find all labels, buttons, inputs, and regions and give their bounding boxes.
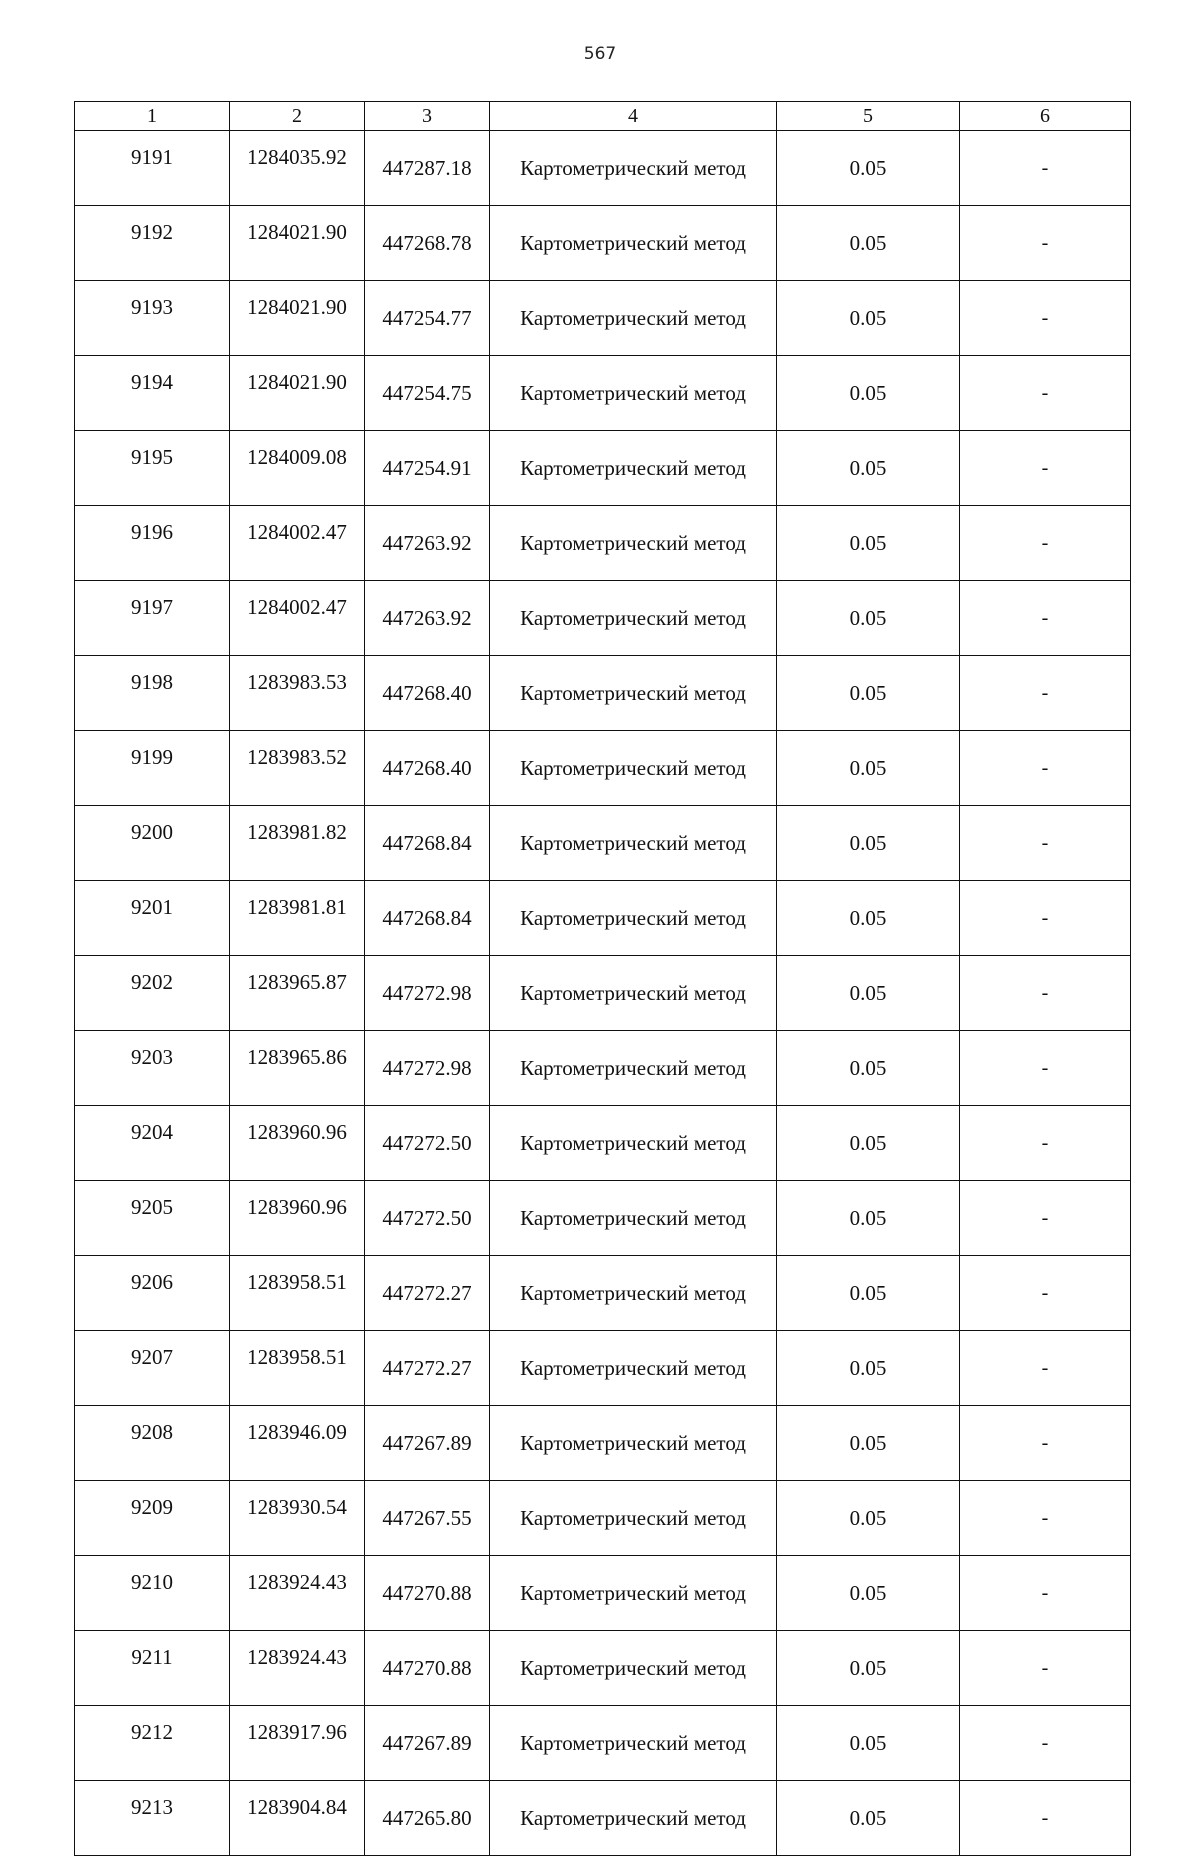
note-cell: - bbox=[960, 881, 1131, 956]
method-cell: Картометрический метод bbox=[490, 281, 777, 356]
y-coordinate-cell: 447268.78 bbox=[365, 206, 490, 281]
point-number-cell: 9212 bbox=[75, 1706, 230, 1781]
point-number-cell: 9208 bbox=[75, 1406, 230, 1481]
table-row bbox=[75, 131, 1131, 206]
y-coordinate-cell: 447272.27 bbox=[365, 1256, 490, 1331]
method-cell: Картометрический метод bbox=[490, 581, 777, 656]
method-cell: Картометрический метод bbox=[490, 881, 777, 956]
table-row bbox=[75, 731, 1131, 806]
method-cell: Картометрический метод bbox=[490, 506, 777, 581]
y-coordinate-cell: 447265.80 bbox=[365, 1781, 490, 1856]
method-cell: Картометрический метод bbox=[490, 1631, 777, 1706]
accuracy-cell: 0.05 bbox=[777, 1631, 960, 1706]
note-cell: - bbox=[960, 356, 1131, 431]
note-cell: - bbox=[960, 656, 1131, 731]
method-cell: Картометрический метод bbox=[490, 656, 777, 731]
note-cell: - bbox=[960, 281, 1131, 356]
accuracy-cell: 0.05 bbox=[777, 1781, 960, 1856]
x-coordinate-cell: 1284002.47 bbox=[230, 581, 365, 656]
accuracy-cell: 0.05 bbox=[777, 581, 960, 656]
table-row bbox=[75, 1256, 1131, 1331]
coordinates-table bbox=[74, 101, 1131, 1856]
method-cell: Картометрический метод bbox=[490, 1331, 777, 1406]
point-number-cell: 9196 bbox=[75, 506, 230, 581]
x-coordinate-cell: 1283924.43 bbox=[230, 1631, 365, 1706]
x-coordinate-cell: 1283965.87 bbox=[230, 956, 365, 1031]
y-coordinate-cell: 447254.91 bbox=[365, 431, 490, 506]
y-coordinate-cell: 447267.89 bbox=[365, 1706, 490, 1781]
accuracy-cell: 0.05 bbox=[777, 506, 960, 581]
point-number-cell: 9207 bbox=[75, 1331, 230, 1406]
header-row bbox=[75, 102, 1131, 131]
column-header-3: 3 bbox=[365, 102, 490, 131]
method-cell: Картометрический метод bbox=[490, 806, 777, 881]
point-number-cell: 9193 bbox=[75, 281, 230, 356]
x-coordinate-cell: 1283904.84 bbox=[230, 1781, 365, 1856]
point-number-cell: 9211 bbox=[75, 1631, 230, 1706]
table-row bbox=[75, 281, 1131, 356]
method-cell: Картометрический метод bbox=[490, 206, 777, 281]
point-number-cell: 9200 bbox=[75, 806, 230, 881]
x-coordinate-cell: 1283946.09 bbox=[230, 1406, 365, 1481]
x-coordinate-cell: 1283965.86 bbox=[230, 1031, 365, 1106]
column-header-5: 5 bbox=[777, 102, 960, 131]
method-cell: Картометрический метод bbox=[490, 1481, 777, 1556]
y-coordinate-cell: 447272.50 bbox=[365, 1181, 490, 1256]
x-coordinate-cell: 1283981.82 bbox=[230, 806, 365, 881]
method-cell: Картометрический метод bbox=[490, 731, 777, 806]
accuracy-cell: 0.05 bbox=[777, 1181, 960, 1256]
note-cell: - bbox=[960, 1331, 1131, 1406]
table-row bbox=[75, 1031, 1131, 1106]
x-coordinate-cell: 1283958.51 bbox=[230, 1256, 365, 1331]
table-row bbox=[75, 1406, 1131, 1481]
table-row bbox=[75, 656, 1131, 731]
table-row bbox=[75, 1481, 1131, 1556]
column-header-6: 6 bbox=[960, 102, 1131, 131]
note-cell: - bbox=[960, 806, 1131, 881]
table-row bbox=[75, 806, 1131, 881]
table-row bbox=[75, 1781, 1131, 1856]
note-cell: - bbox=[960, 1256, 1131, 1331]
table-row bbox=[75, 881, 1131, 956]
accuracy-cell: 0.05 bbox=[777, 131, 960, 206]
y-coordinate-cell: 447268.84 bbox=[365, 881, 490, 956]
point-number-cell: 9210 bbox=[75, 1556, 230, 1631]
accuracy-cell: 0.05 bbox=[777, 356, 960, 431]
accuracy-cell: 0.05 bbox=[777, 656, 960, 731]
note-cell: - bbox=[960, 206, 1131, 281]
accuracy-cell: 0.05 bbox=[777, 806, 960, 881]
x-coordinate-cell: 1283930.54 bbox=[230, 1481, 365, 1556]
note-cell: - bbox=[960, 1031, 1131, 1106]
note-cell: - bbox=[960, 1181, 1131, 1256]
y-coordinate-cell: 447268.40 bbox=[365, 731, 490, 806]
point-number-cell: 9204 bbox=[75, 1106, 230, 1181]
method-cell: Картометрический метод bbox=[490, 1406, 777, 1481]
x-coordinate-cell: 1284035.92 bbox=[230, 131, 365, 206]
y-coordinate-cell: 447270.88 bbox=[365, 1556, 490, 1631]
method-cell: Картометрический метод bbox=[490, 131, 777, 206]
table-row bbox=[75, 206, 1131, 281]
point-number-cell: 9206 bbox=[75, 1256, 230, 1331]
accuracy-cell: 0.05 bbox=[777, 206, 960, 281]
point-number-cell: 9194 bbox=[75, 356, 230, 431]
table-row bbox=[75, 431, 1131, 506]
table-row bbox=[75, 356, 1131, 431]
point-number-cell: 9213 bbox=[75, 1781, 230, 1856]
accuracy-cell: 0.05 bbox=[777, 1106, 960, 1181]
x-coordinate-cell: 1284021.90 bbox=[230, 206, 365, 281]
accuracy-cell: 0.05 bbox=[777, 731, 960, 806]
table-body bbox=[75, 131, 1131, 1856]
x-coordinate-cell: 1283960.96 bbox=[230, 1106, 365, 1181]
method-cell: Картометрический метод bbox=[490, 1556, 777, 1631]
accuracy-cell: 0.05 bbox=[777, 1481, 960, 1556]
point-number-cell: 9199 bbox=[75, 731, 230, 806]
x-coordinate-cell: 1283924.43 bbox=[230, 1556, 365, 1631]
page-number: 567 bbox=[583, 44, 617, 64]
accuracy-cell: 0.05 bbox=[777, 1256, 960, 1331]
point-number-cell: 9192 bbox=[75, 206, 230, 281]
x-coordinate-cell: 1283958.51 bbox=[230, 1331, 365, 1406]
note-cell: - bbox=[960, 1406, 1131, 1481]
x-coordinate-cell: 1283960.96 bbox=[230, 1181, 365, 1256]
point-number-cell: 9202 bbox=[75, 956, 230, 1031]
column-header-1: 1 bbox=[75, 102, 230, 131]
point-number-cell: 9197 bbox=[75, 581, 230, 656]
y-coordinate-cell: 447272.50 bbox=[365, 1106, 490, 1181]
note-cell: - bbox=[960, 1481, 1131, 1556]
method-cell: Картометрический метод bbox=[490, 1031, 777, 1106]
note-cell: - bbox=[960, 1631, 1131, 1706]
y-coordinate-cell: 447287.18 bbox=[365, 131, 490, 206]
method-cell: Картометрический метод bbox=[490, 356, 777, 431]
accuracy-cell: 0.05 bbox=[777, 1706, 960, 1781]
method-cell: Картометрический метод bbox=[490, 956, 777, 1031]
x-coordinate-cell: 1284021.90 bbox=[230, 356, 365, 431]
accuracy-cell: 0.05 bbox=[777, 881, 960, 956]
y-coordinate-cell: 447272.98 bbox=[365, 1031, 490, 1106]
accuracy-cell: 0.05 bbox=[777, 1031, 960, 1106]
x-coordinate-cell: 1283917.96 bbox=[230, 1706, 365, 1781]
table-row bbox=[75, 506, 1131, 581]
note-cell: - bbox=[960, 731, 1131, 806]
y-coordinate-cell: 447254.77 bbox=[365, 281, 490, 356]
method-cell: Картометрический метод bbox=[490, 431, 777, 506]
x-coordinate-cell: 1284009.08 bbox=[230, 431, 365, 506]
y-coordinate-cell: 447267.55 bbox=[365, 1481, 490, 1556]
y-coordinate-cell: 447270.88 bbox=[365, 1631, 490, 1706]
table-row bbox=[75, 581, 1131, 656]
y-coordinate-cell: 447263.92 bbox=[365, 581, 490, 656]
point-number-cell: 9203 bbox=[75, 1031, 230, 1106]
point-number-cell: 9209 bbox=[75, 1481, 230, 1556]
accuracy-cell: 0.05 bbox=[777, 1406, 960, 1481]
table-header bbox=[75, 102, 1131, 131]
accuracy-cell: 0.05 bbox=[777, 281, 960, 356]
table-row bbox=[75, 1181, 1131, 1256]
note-cell: - bbox=[960, 431, 1131, 506]
x-coordinate-cell: 1283983.52 bbox=[230, 731, 365, 806]
coordinates-table-container bbox=[74, 101, 1130, 1856]
note-cell: - bbox=[960, 956, 1131, 1031]
y-coordinate-cell: 447268.84 bbox=[365, 806, 490, 881]
column-header-2: 2 bbox=[230, 102, 365, 131]
point-number-cell: 9205 bbox=[75, 1181, 230, 1256]
method-cell: Картометрический метод bbox=[490, 1106, 777, 1181]
note-cell: - bbox=[960, 131, 1131, 206]
note-cell: - bbox=[960, 1106, 1131, 1181]
point-number-cell: 9198 bbox=[75, 656, 230, 731]
point-number-cell: 9191 bbox=[75, 131, 230, 206]
point-number-cell: 9195 bbox=[75, 431, 230, 506]
accuracy-cell: 0.05 bbox=[777, 1331, 960, 1406]
x-coordinate-cell: 1284021.90 bbox=[230, 281, 365, 356]
accuracy-cell: 0.05 bbox=[777, 1556, 960, 1631]
y-coordinate-cell: 447254.75 bbox=[365, 356, 490, 431]
table-row bbox=[75, 1556, 1131, 1631]
y-coordinate-cell: 447268.40 bbox=[365, 656, 490, 731]
table-row bbox=[75, 1106, 1131, 1181]
table-row bbox=[75, 1631, 1131, 1706]
table-row bbox=[75, 1706, 1131, 1781]
y-coordinate-cell: 447272.27 bbox=[365, 1331, 490, 1406]
method-cell: Картометрический метод bbox=[490, 1256, 777, 1331]
note-cell: - bbox=[960, 581, 1131, 656]
accuracy-cell: 0.05 bbox=[777, 956, 960, 1031]
table-row bbox=[75, 956, 1131, 1031]
x-coordinate-cell: 1283983.53 bbox=[230, 656, 365, 731]
x-coordinate-cell: 1284002.47 bbox=[230, 506, 365, 581]
point-number-cell: 9201 bbox=[75, 881, 230, 956]
method-cell: Картометрический метод bbox=[490, 1706, 777, 1781]
table-row bbox=[75, 1331, 1131, 1406]
method-cell: Картометрический метод bbox=[490, 1781, 777, 1856]
x-coordinate-cell: 1283981.81 bbox=[230, 881, 365, 956]
accuracy-cell: 0.05 bbox=[777, 431, 960, 506]
method-cell: Картометрический метод bbox=[490, 1181, 777, 1256]
note-cell: - bbox=[960, 1706, 1131, 1781]
column-header-4: 4 bbox=[490, 102, 777, 131]
note-cell: - bbox=[960, 1556, 1131, 1631]
y-coordinate-cell: 447267.89 bbox=[365, 1406, 490, 1481]
y-coordinate-cell: 447272.98 bbox=[365, 956, 490, 1031]
note-cell: - bbox=[960, 1781, 1131, 1856]
note-cell: - bbox=[960, 506, 1131, 581]
y-coordinate-cell: 447263.92 bbox=[365, 506, 490, 581]
